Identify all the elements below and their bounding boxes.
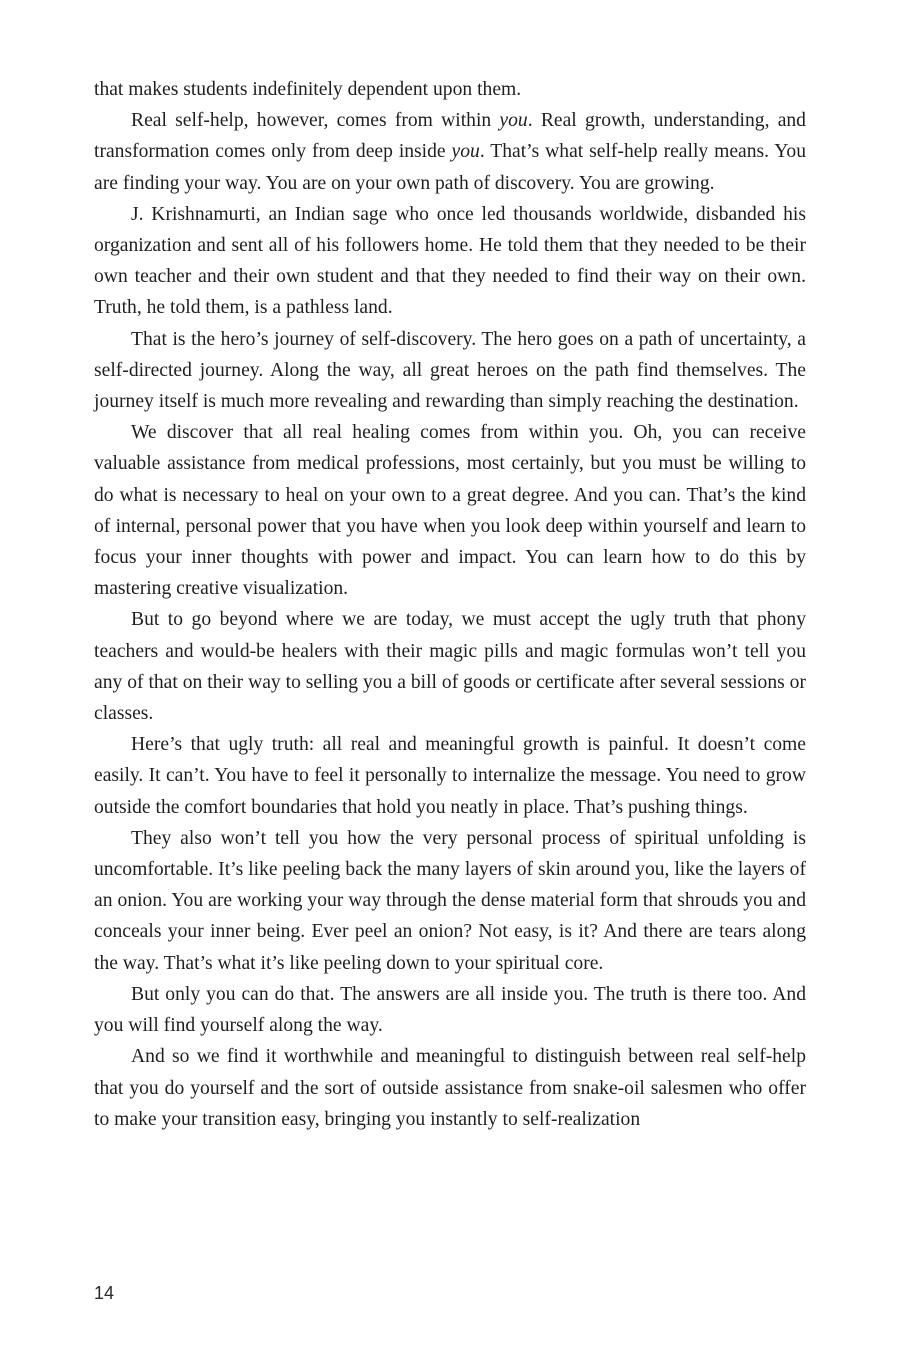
page-number: 14 xyxy=(94,1283,115,1303)
paragraph-healing: We discover that all real healing comes from within you. Oh, you can receive valuable assistance from medical professions, most certainly, but you must be willing to do what is necessary to heal on your own to a great degree. And you can. That’s the kind of internal, personal power that you have when you look deep within yourself and learn to focus your inner thoughts with power and impact. You can learn how to do this by mastering creative visualization. xyxy=(94,422,806,600)
paragraph-self-help-part-b: . Real growth, understanding, and transformation comes only from deep inside xyxy=(94,110,806,163)
paragraph-only-you: But only you can do that. The answers are all inside you. The truth is there too. And you will find yourself along the way. xyxy=(94,983,806,1037)
paragraph-ugly-truth-intro: But to go beyond where we are today, we must accept the ugly truth that phony teachers and would-be healers with their magic pills and magic formulas won’t tell you any of that on their way to selling you a bill of goods or certificate after several sessions or classes. xyxy=(94,609,806,725)
paragraph-distinguish: And so we find it worthwhile and meaningful to distinguish between real self-help that you do yourself and the sort of outside assistance from snake-oil salesmen who offer to make your transition easy, bringing you instantly to self-realization xyxy=(94,1046,806,1130)
paragraph-self-help xyxy=(94,105,806,199)
paragraph-self-help-part-c: . That’s what self-help really means. You are finding your way. You are on your own path of discovery. You are growing. xyxy=(94,141,806,194)
paragraph-continuation: that makes students indefinitely dependent upon them. xyxy=(94,79,522,100)
emphasis-you-1: you xyxy=(499,110,528,132)
paragraph-ugly-truth: Here’s that ugly truth: all real and meaningful growth is painful. It doesn’t come easily. It can’t. You have to feel it personally to internalize the message. You need to grow outside the comfort boundaries that hold you neatly in place. That’s pushing things. xyxy=(94,734,806,818)
emphasis-you-2: you xyxy=(451,141,480,163)
paragraph-self-help-part-a: Real self-help, however, comes from within xyxy=(131,110,500,132)
paragraph-krishnamurti: J. Krishnamurti, an Indian sage who once led thousands worldwide, disbanded his organization and sent all of his followers home. He told them that they needed to be their own teacher and their own student and that they needed to find their way on their own. Truth, he told them, is a pathless land. xyxy=(94,203,806,319)
paragraph-heros-journey: That is the hero’s journey of self-discovery. The hero goes on a path of uncertainty, a self-directed journey. Along the way, all great heroes on the path find themselves. The journey itself is much more revealing and rewarding than simply reaching the destination. xyxy=(94,328,806,413)
body-text xyxy=(94,74,806,1135)
paragraph-onion: They also won’t tell you how the very personal process of spiritual unfolding is uncomfortable. It’s like peeling back the many layers of skin around you, like the layers of an onion. You are working your way through the dense material form that shrouds you and conceals your inner being. Ever peel an onion? Not easy, is it? And there are tears along the way. That’s what it’s like peeling down to your spiritual core. xyxy=(94,827,806,974)
